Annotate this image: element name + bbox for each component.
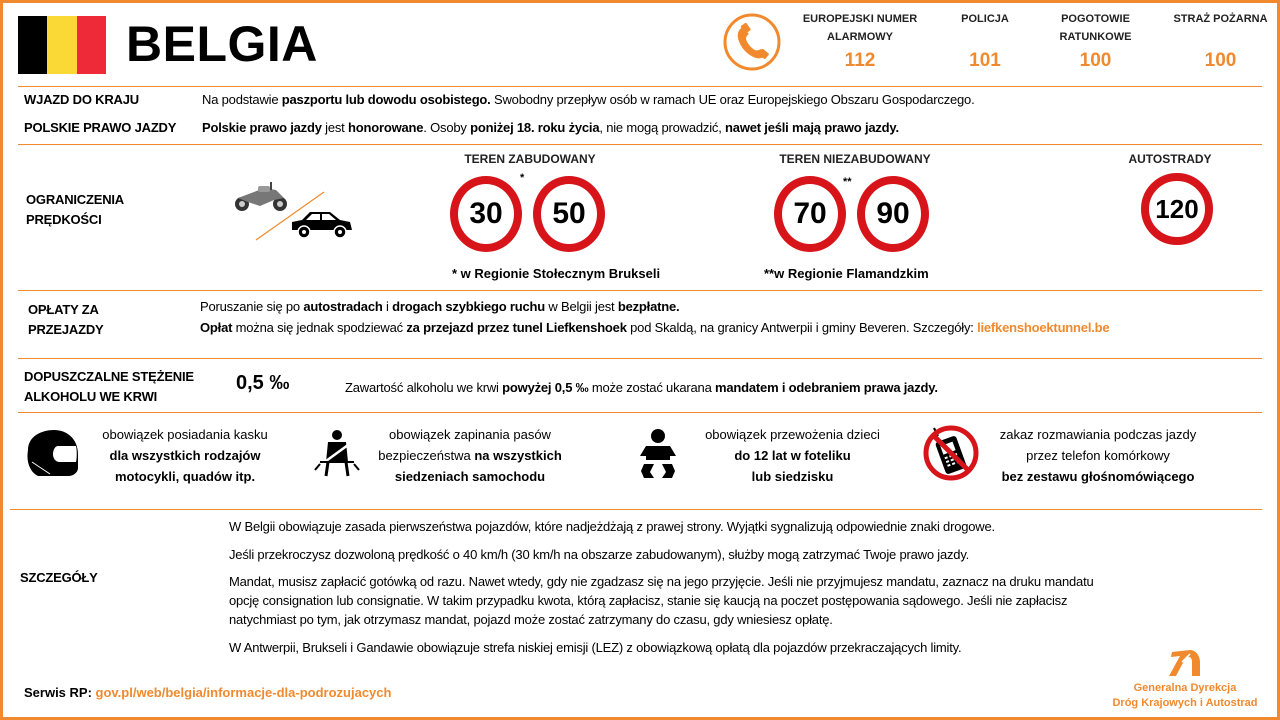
gddkia-logo-icon xyxy=(1168,648,1202,676)
tolls-text-2: Opłat można się jednak spodziewać za przejazd przez tunel Liefkenshoek pod Skaldą, na granicy Antwerpii i gminy Beveren. Szczegóły: liefkenshoektunnel.be xyxy=(200,320,1110,335)
emergency-number-eu: 112 xyxy=(844,50,876,71)
child-icon xyxy=(638,428,678,480)
emergency-label-eu: EUROPEJSKI NUMER ALARMOWY xyxy=(802,13,918,43)
emergency-label-police: POLICJA xyxy=(961,13,1009,25)
entry-label: WJAZD DO KRAJU xyxy=(24,92,139,107)
details-label: SZCZEGÓŁY xyxy=(20,570,98,585)
license-text: Polskie prawo jazdy jest honorowane. Osoby poniżej 18. roku życia, nie mogą prowadzić, nawet jeśli mają prawo jazdy. xyxy=(202,120,899,135)
outside-title: TEREN NIEZABUDOWANY xyxy=(779,152,931,166)
built-up-note: * w Regionie Stołecznym Brukseli xyxy=(452,266,661,281)
entry-text: Na podstawie paszportu lub dowodu osobistego. Swobodny przepływ osób w ramach UE oraz Europejskiego Obszaru Gospodarczego. xyxy=(202,92,975,107)
rule-child-seat: obowiązek przewożenia dzieci do 12 lat w foteliku lub siedzisku xyxy=(705,427,880,484)
vehicles-icon xyxy=(230,178,360,246)
details-p2: Jeśli przekroczysz dozwoloną prędkość o 40 km/h (30 km/h na obszarze zabudowanym), służby mogą zatrzymać Twoje prawo jazdy. xyxy=(229,547,970,562)
emergency-label-ambulance: POGOTOWIE RATUNKOWE xyxy=(1059,13,1132,43)
outside-note: **w Regionie Flamandzkim xyxy=(764,266,929,281)
emergency-label-fire: STRAŻ POŻARNA xyxy=(1173,13,1268,25)
outside-marker: ** xyxy=(843,176,852,188)
speed-sign-70: 70 xyxy=(774,176,846,252)
motorway-title: AUTOSTRADY xyxy=(1128,152,1212,166)
motorcycle-icon xyxy=(235,182,287,211)
emergency-number-fire: 100 xyxy=(1204,50,1237,71)
tolls-label: OPŁATY ZA PRZEJAZDY xyxy=(28,302,104,337)
details-p3: Mandat, musisz zapłacić gotówką od razu. Nawet wtedy, gdy nie zgadzasz się na jego przyjęcie. Jeśli nie przyjmujesz mandatu, zaznacz na druku mandatu opcję consignation lub consignatie. W takim przypadku kwota, którą zapłacisz, stanie się kaucją na poczet postępowania sądowego. Jeśli nie zapłacisz natychmiast po tym, jak otrzymasz mandat, pojazd może zostać zatrzymany do czasu, gdy wniesiesz opłatę. xyxy=(229,574,1094,627)
details-p1: W Belgii obowiązuje zasada pierwszeństwa pojazdów, które nadjeżdżają z prawej strony. Wyjątki sygnalizują odpowiednie znaki drogowe. xyxy=(229,519,995,534)
page-title: BELGIA xyxy=(126,16,318,72)
speed-sign-30: 30 xyxy=(450,176,522,252)
phone-icon xyxy=(722,12,782,72)
alcohol-text: Zawartość alkoholu we krwi powyżej 0,5 ‰ może zostać ukarana mandatem i odebraniem prawa jazdy. xyxy=(345,380,938,395)
built-up-title: TEREN ZABUDOWANY xyxy=(464,152,596,166)
speed-label: OGRANICZENIA PRĘDKOŚCI xyxy=(26,192,124,227)
speed-sign-120: 120 xyxy=(1141,173,1213,245)
divider xyxy=(10,509,1262,510)
helmet-icon xyxy=(22,428,82,478)
speed-sign-50: 50 xyxy=(533,176,605,252)
speed-sign-90: 90 xyxy=(857,176,929,252)
org-name: Generalna Dyrekcja Dróg Krajowych i Autostrad xyxy=(1112,682,1258,709)
car-icon xyxy=(292,212,352,238)
emergency-number-ambulance: 100 xyxy=(1079,50,1112,71)
divider xyxy=(18,358,1262,359)
license-label: POLSKIE PRAWO JAZDY xyxy=(24,120,177,135)
belgium-flag-icon xyxy=(18,16,106,74)
service-line: Serwis RP: gov.pl/web/belgia/informacje-dla-podrozujacych xyxy=(24,685,392,700)
divider xyxy=(18,290,1262,291)
no-phone-icon xyxy=(922,424,980,482)
seatbelt-icon xyxy=(312,428,362,478)
divider xyxy=(18,144,1262,145)
tolls-text-1: Poruszanie się po autostradach i drogach szybkiego ruchu w Belgii jest bezpłatne. xyxy=(200,299,680,314)
rule-seatbelt: obowiązek zapinania pasów bezpieczeństwa na wszystkich siedzeniach samochodu xyxy=(378,427,562,484)
divider xyxy=(18,412,1262,413)
alcohol-label: DOPUSZCZALNE STĘŻENIE ALKOHOLU WE KRWI xyxy=(24,369,194,404)
built-up-marker: * xyxy=(520,172,525,184)
tunnel-link[interactable]: liefkenshoektunnel.be xyxy=(977,320,1110,335)
rule-no-phone: zakaz rozmawiania podczas jazdy przez telefon komórkowy bez zestawu głośnomówiącego xyxy=(999,427,1197,484)
alcohol-limit-value: 0,5 ‰ xyxy=(236,372,290,394)
divider xyxy=(18,86,1262,87)
emergency-number-police: 101 xyxy=(969,50,1001,71)
rule-helmet: obowiązek posiadania kasku dla wszystkich rodzajów motocykli, quadów itp. xyxy=(102,427,268,484)
service-link[interactable]: gov.pl/web/belgia/informacje-dla-podrozujacych xyxy=(95,685,392,700)
details-p4: W Antwerpii, Brukseli i Gandawie obowiązuje strefa niskiej emisji (LEZ) z obowiązkową opłatą dla pojazdów przekraczających limity. xyxy=(229,640,962,655)
